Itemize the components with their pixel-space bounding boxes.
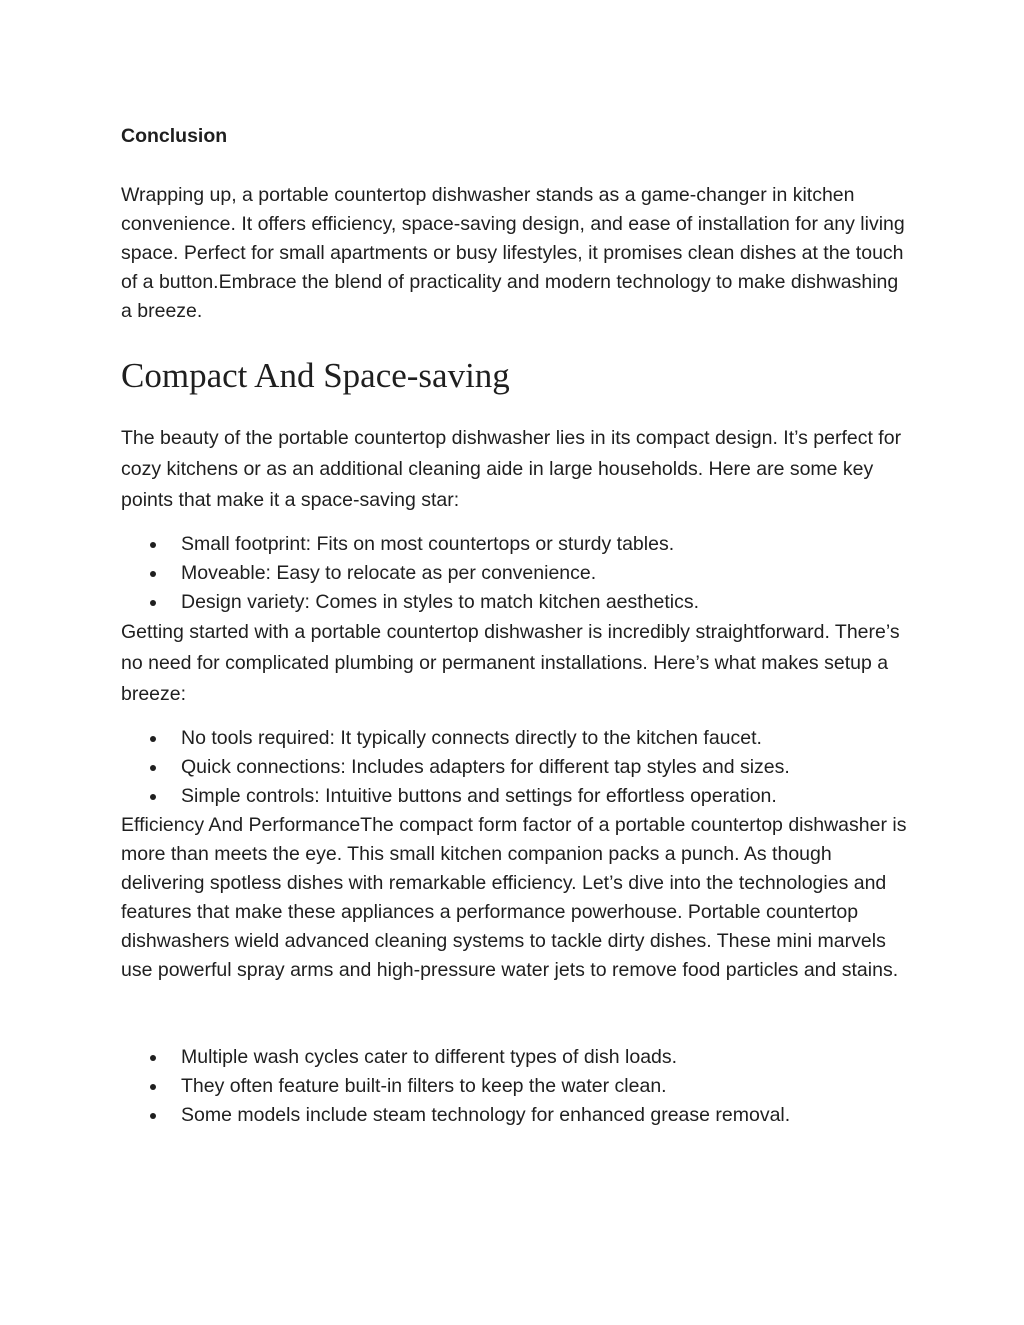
setup-points-list	[121, 724, 911, 811]
bullet-icon	[150, 571, 156, 577]
bullet-icon	[150, 1084, 156, 1090]
conclusion-heading: Conclusion	[121, 125, 228, 147]
list-item-text: Multiple wash cycles cater to different types of dish loads.	[181, 1046, 678, 1068]
compact-section-heading: Compact And Space-saving	[121, 356, 510, 395]
bullet-icon	[150, 1055, 156, 1061]
efficiency-paragraph: Efficiency And PerformanceThe compact form factor of a portable countertop dishwasher is more than meets the eye. This small kitchen companion packs a punch. As though delivering spotless dishes with remarkable efficiency. Let’s dive into the technologies and features that make these appliances a performance powerhouse. Portable countertop dishwashers wield advanced cleaning systems to tackle dirty dishes. These mini marvels use powerful spray arms and high-pressure water jets to remove food particles and stains.	[121, 814, 907, 981]
list-item	[121, 782, 911, 811]
list-item-text: They often feature built-in filters to keep the water clean.	[181, 1075, 667, 1097]
list-item-text: No tools required: It typically connects directly to the kitchen faucet.	[181, 727, 762, 749]
bullet-icon	[150, 794, 156, 800]
list-item-text: Simple controls: Intuitive buttons and settings for effortless operation.	[181, 785, 777, 807]
list-item	[121, 588, 911, 617]
list-item-text: Some models include steam technology for enhanced grease removal.	[181, 1104, 791, 1126]
bullet-icon	[150, 736, 156, 742]
list-item-text: Quick connections: Includes adapters for different tap styles and sizes.	[181, 756, 790, 778]
list-item-text: Small footprint: Fits on most countertops or sturdy tables.	[181, 533, 675, 555]
compact-intro-paragraph: The beauty of the portable countertop dishwasher lies in its compact design. It’s perfect for cozy kitchens or as an additional cleaning aide in large households. Here are some key points that make it a space-saving star:	[121, 427, 902, 511]
list-item	[121, 1043, 911, 1072]
list-item	[121, 1072, 911, 1101]
list-item	[121, 1101, 911, 1130]
list-item-text: Design variety: Comes in styles to match kitchen aesthetics.	[181, 591, 700, 613]
setup-intro-paragraph: Getting started with a portable countertop dishwasher is incredibly straightforward. There’s no need for complicated plumbing or permanent installations. Here’s what makes setup a breeze:	[121, 621, 900, 705]
list-item	[121, 724, 911, 753]
bullet-icon	[150, 765, 156, 771]
list-item	[121, 530, 911, 559]
list-item	[121, 559, 911, 588]
list-item	[121, 753, 911, 782]
list-item-text: Moveable: Easy to relocate as per convenience.	[181, 562, 597, 584]
bullet-icon	[150, 600, 156, 606]
efficiency-points-list	[121, 1043, 911, 1130]
bullet-icon	[150, 542, 156, 548]
bullet-icon	[150, 1113, 156, 1119]
compact-points-list	[121, 530, 911, 617]
conclusion-paragraph: Wrapping up, a portable countertop dishwasher stands as a game-changer in kitchen convenience. It offers efficiency, space-saving design, and ease of installation for any living space. Perfect for small apartments or busy lifestyles, it promises clean dishes at the touch of a button.Embrace the blend of practicality and modern technology to make dishwashing a breeze.	[121, 184, 905, 322]
